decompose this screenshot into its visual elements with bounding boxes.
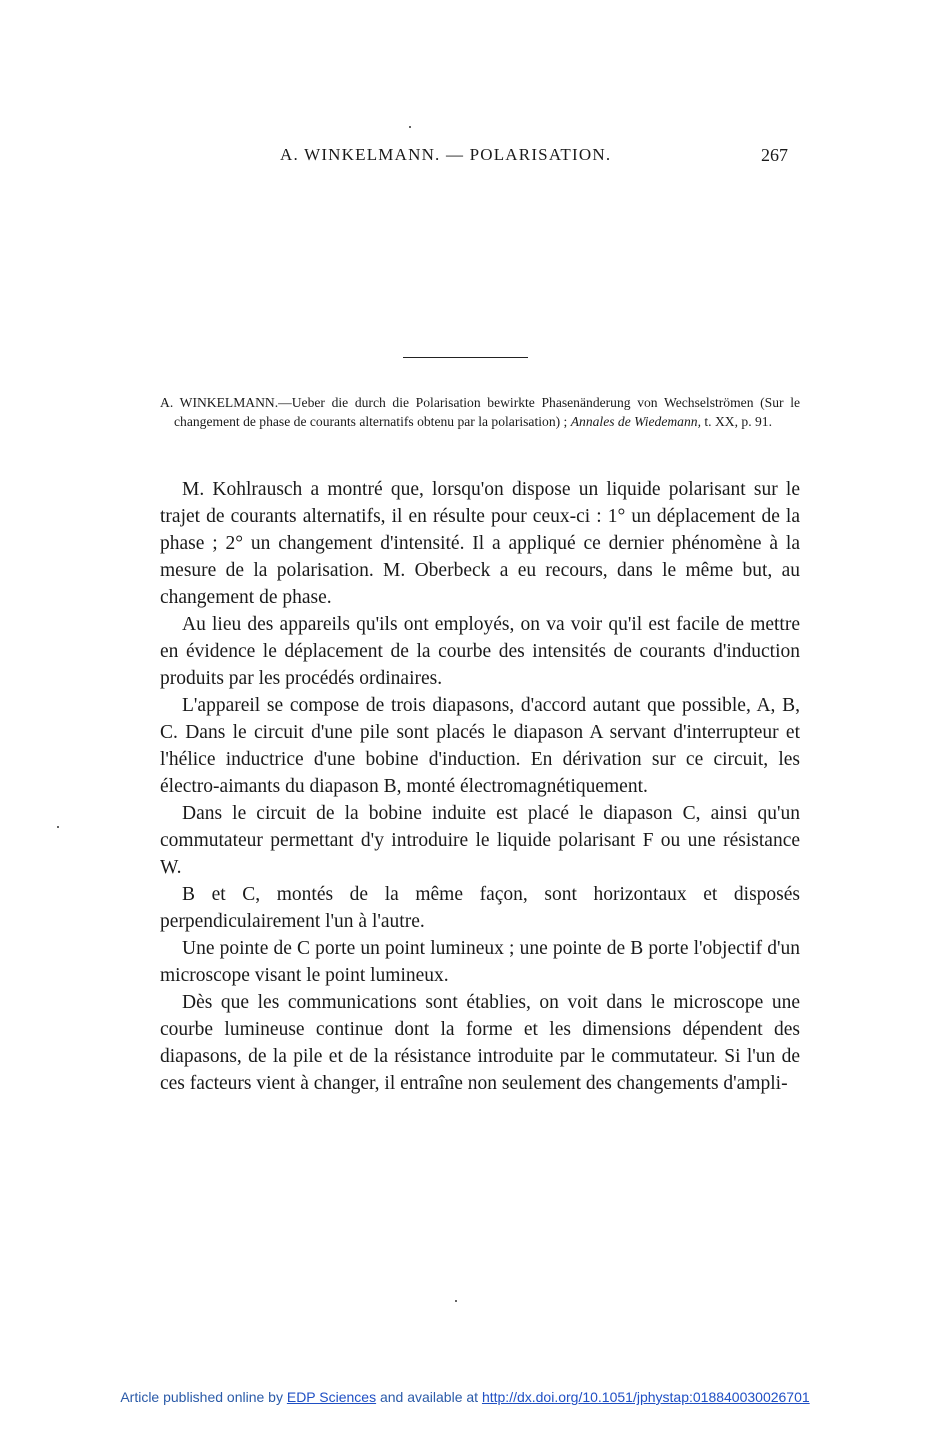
bibliographic-reference xyxy=(160,393,800,431)
reference-entry xyxy=(160,393,800,431)
section-divider xyxy=(403,357,528,358)
paragraph: Dès que les communications sont établies, on voit dans le microscope une courbe lumineuse continue dont la forme et les dimensions dépendent des diapasons, de la pile et de la résistance introduite par le commutateur. Si l'un de ces facteurs vient à changer, il entraîne non seulement des changements d'ampli- xyxy=(160,992,800,1094)
paragraph: M. Kohlrausch a montré que, lorsqu'on dispose un liquide polarisant sur le trajet de courants alternatifs, il en résulte pour ceux-ci : 1° un déplacement de la phase ; 2° un changement d'intensité. Il a appliqué ce dernier phénomène à la mesure de la polarisation. M. Oberbeck a eu recours, dans le même but, au changement de phase. xyxy=(160,479,800,608)
reference-details: t. XX, p. 91. xyxy=(704,414,772,429)
footer-middle: and available at xyxy=(379,1389,479,1405)
running-head-title: A. WINKELMANN. — POLARISATION. xyxy=(280,145,612,164)
publisher-link[interactable]: EDP Sciences xyxy=(286,1389,377,1405)
paragraph: B et C, montés de la même façon, sont horizontaux et disposés perpendiculairement l'un à l'autre. xyxy=(160,884,800,932)
article-body xyxy=(160,476,800,1097)
scan-speck xyxy=(455,1300,457,1302)
footer-prefix: Article published online by xyxy=(120,1389,283,1405)
paragraph: Dans le circuit de la bobine induite est placé le diapason C, ainsi qu'un commutateur permettant d'y introduire le liquide polarisant F ou une résistance W. xyxy=(160,803,800,878)
reference-source: Annales de Wiedemann, xyxy=(570,414,701,429)
paragraph: Une pointe de C porte un point lumineux ; une pointe de B porte l'objectif d'un microscope visant le point lumineux. xyxy=(160,938,800,986)
paragraph: L'appareil se compose de trois diapasons, d'accord autant que possible, A, B, C. Dans le circuit d'une pile sont placés le diapason A servant d'interrupteur et l'hélice inductrice d'une bobine d'induction. En dérivation sur ce circuit, les électro-aimants du diapason B, monté électromagnétiquement. xyxy=(160,695,800,797)
reference-text: A. WINKELMANN.—Ueber die durch die Polarisation bewirkte Phasenänderung von Wechselströmen (Sur le changement de phase de courants alternatifs obtenu par la polarisation) ; xyxy=(160,395,800,429)
scan-speck xyxy=(57,826,59,828)
scan-speck xyxy=(409,126,411,128)
page-number: 267 xyxy=(761,145,788,165)
running-head xyxy=(160,145,800,171)
publication-footer xyxy=(0,1389,930,1405)
doi-link[interactable]: http://dx.doi.org/10.1051/jphystap:018840030026701 xyxy=(481,1389,810,1405)
paragraph: Au lieu des appareils qu'ils ont employés, on va voir qu'il est facile de mettre en évidence le déplacement de la courbe des intensités de courants d'induction produits par les procédés ordinaires. xyxy=(160,614,800,689)
